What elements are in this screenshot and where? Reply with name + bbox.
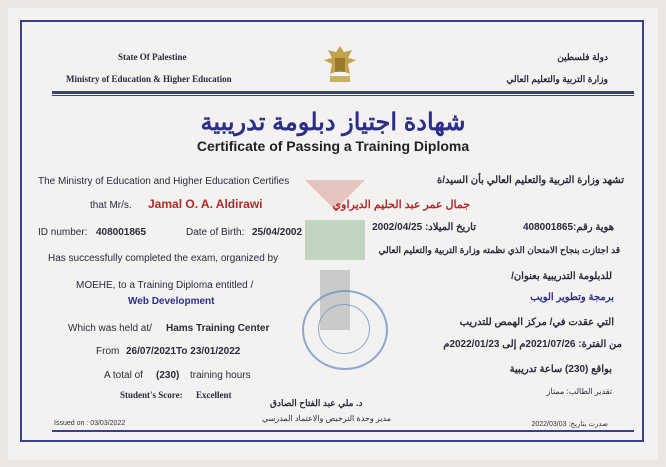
en-that-label: that Mr/s. xyxy=(90,200,132,211)
en-total-prefix: A total of xyxy=(104,370,143,381)
en-period: 26/07/2021To 23/01/2022 xyxy=(126,346,241,357)
header-ministry-ar: وزارة التربية والتعليم العالي xyxy=(506,74,608,84)
title-english: Certificate of Passing a Training Diploma xyxy=(196,138,470,154)
ar-certifies-line: تشهد وزارة التربية والتعليم العالي بأن السيد/ة xyxy=(436,175,624,186)
signature-name: د. ملي عبد الفتاح الصادق xyxy=(270,398,363,408)
signature-title: مدير وحدة الترخيص والاعتماد المدرسي xyxy=(262,414,392,423)
ar-diploma-title: برمجة وتطوير الويب xyxy=(530,292,614,303)
en-diploma-title: Web Development xyxy=(128,296,215,307)
eagle-emblem-icon xyxy=(320,42,360,86)
header-state-en: State Of Palestine xyxy=(118,52,187,62)
issued-date-ar: صدرت بتاريخ: 2022/03/03 xyxy=(531,421,608,428)
en-moehe-line: MOEHE, to a Training Diploma entitled / xyxy=(76,280,254,291)
en-score-label: Student's Score: xyxy=(120,390,183,400)
ar-held-line: التي عقدت في/ مركز الهمص للتدريب xyxy=(459,317,614,328)
en-score-value: Excellent xyxy=(196,390,232,400)
en-from-label: From xyxy=(96,346,120,357)
en-recipient-name: Jamal O. A. Aldirawi xyxy=(148,197,263,211)
en-id-label: ID number: xyxy=(38,227,88,238)
ar-passed-line: قد اجتازت بنجاح الامتحان الذي نظمته وزارة التربية والتعليم العالي xyxy=(378,245,620,255)
footer-rule xyxy=(52,430,634,432)
en-center-name: Hams Training Center xyxy=(166,323,270,334)
ar-hours-line: بواقع (230) ساعة تدريبية xyxy=(509,364,612,375)
official-stamp xyxy=(302,290,388,370)
ar-score-line: تقدير الطالب: ممتاز xyxy=(546,387,612,396)
header-state-ar: دولة فلسطين xyxy=(557,52,608,62)
header-rule-thin xyxy=(52,95,634,96)
header-rule xyxy=(52,91,634,94)
en-dob-label: Date of Birth: xyxy=(186,227,245,238)
en-total-suffix: training hours xyxy=(190,370,251,381)
en-total-value: (230) xyxy=(156,370,180,381)
stamp-inner-ring xyxy=(318,304,370,354)
en-dob-value: 25/04/2002 xyxy=(252,227,303,238)
header-ministry-en: Ministry of Education & Higher Education xyxy=(66,74,232,84)
en-held-label: Which was held at/ xyxy=(68,323,152,334)
en-certifies-line: The Ministry of Education and Higher Education Certifies xyxy=(38,176,290,187)
ar-recipient-name: جمال عمر عبد الحليم الديراوي xyxy=(332,199,470,211)
en-completed-line: Has successfully completed the exam, organized by xyxy=(48,253,279,264)
ar-id: هوية رقم:408001865 xyxy=(522,222,614,233)
ar-dob: تاريخ الميلاد: 2002/04/25 xyxy=(372,222,476,233)
issued-date-en: Issued on : 03/03/2022 xyxy=(54,420,126,427)
ar-period-line: من الفترة: 2021/07/26م إلى 2022/01/23م xyxy=(443,339,622,350)
ar-diploma-line: للدبلومة التدريبية بعنوان/ xyxy=(511,271,612,282)
title-arabic: شهادة اجتياز دبلومة تدريبية xyxy=(200,109,466,136)
en-id-value: 408001865 xyxy=(96,227,147,238)
